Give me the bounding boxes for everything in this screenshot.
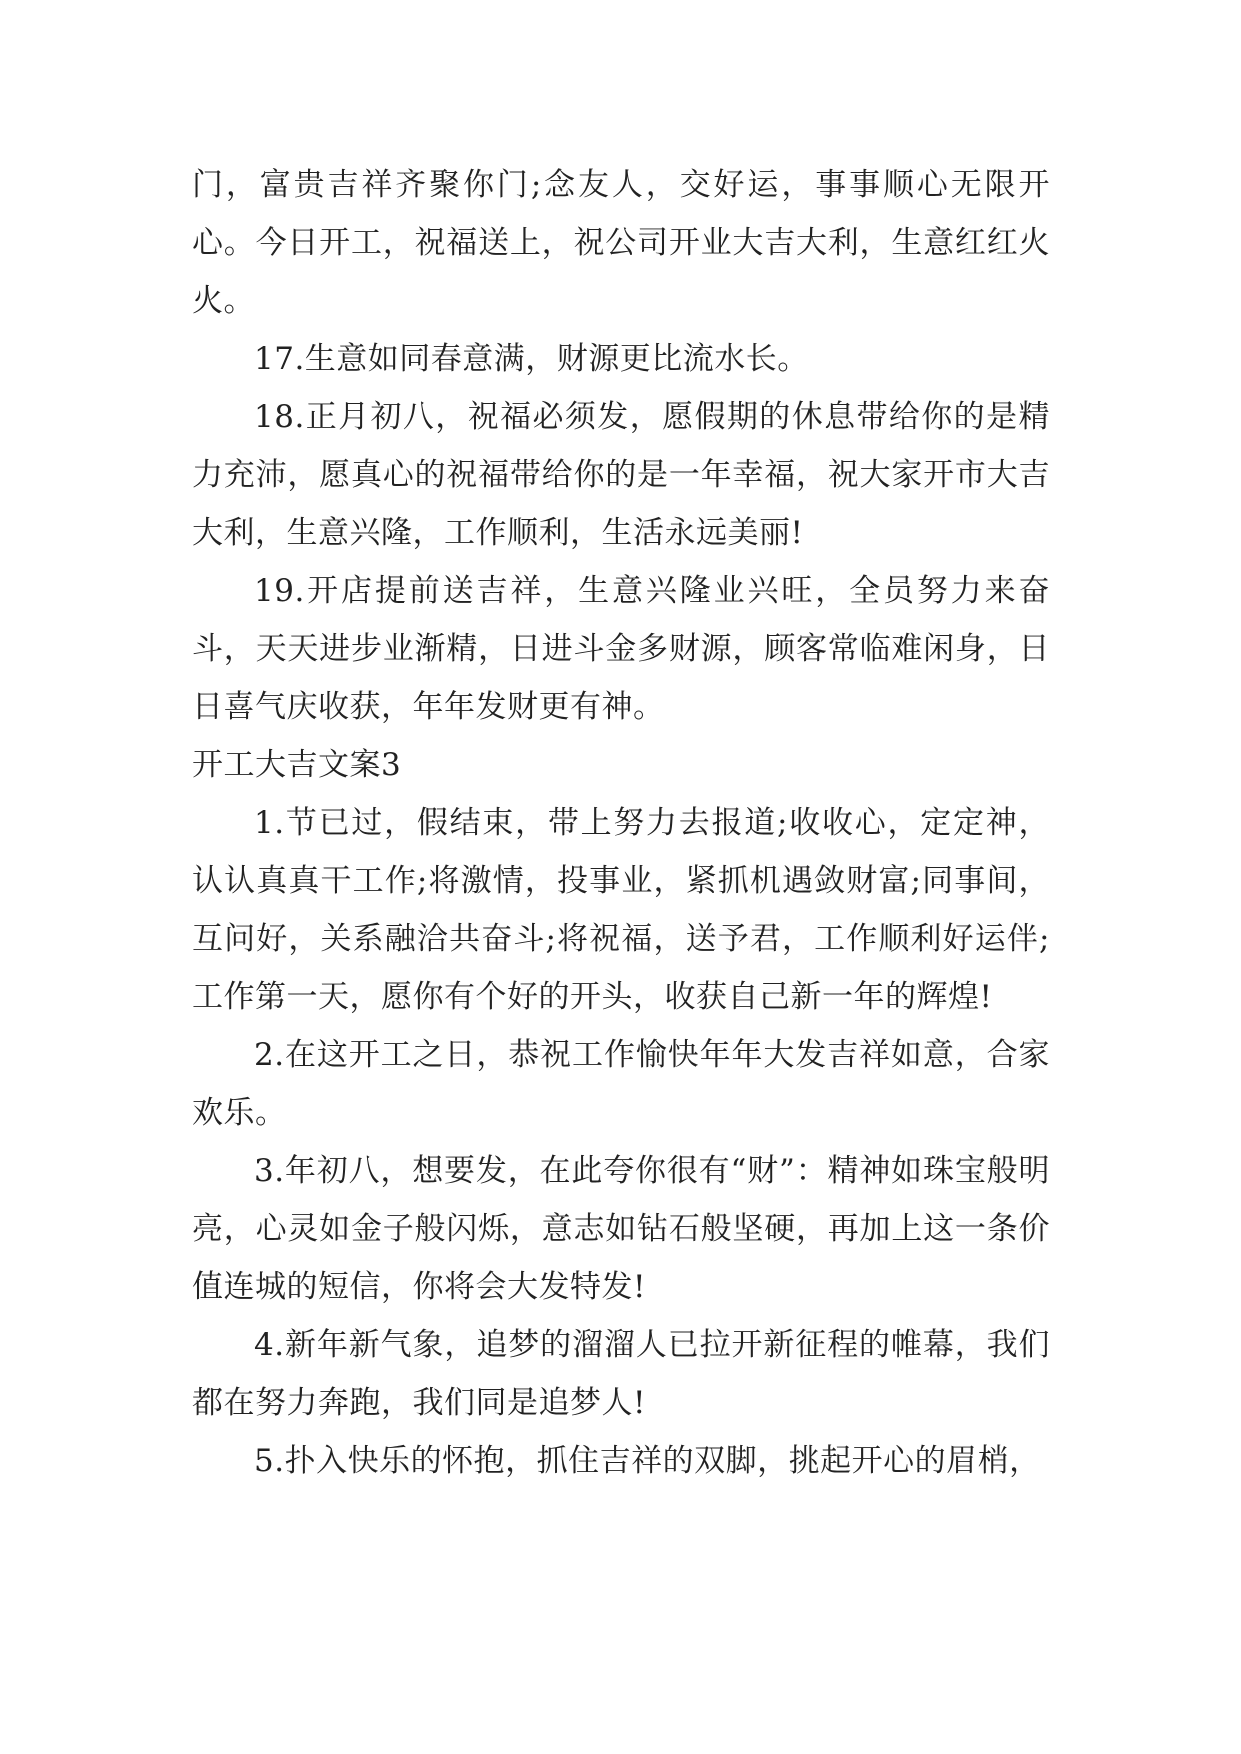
list-item: 17.生意如同春意满，财源更比流水长。 bbox=[254, 341, 809, 377]
list-item: 5.扑入快乐的怀抱，抓住吉祥的双脚，挑起开心的眉梢， bbox=[254, 1443, 1041, 1479]
document-body bbox=[192, 156, 1050, 1490]
section-heading: 开工大吉文案3 bbox=[192, 747, 402, 783]
list-item: 3.年初八，想要发，在此夸你很有“财”：精神如珠宝般明亮，心灵如金子般闪烁，意志如钻石般坚硬，再加上这一条价值连城的短信，你将会大发特发! bbox=[192, 1153, 1050, 1305]
list-item: 18.正月初八，祝福必须发，愿假期的休息带给你的是精力充沛，愿真心的祝福带给你的是一年幸福，祝大家开市大吉大利，生意兴隆，工作顺利，生活永远美丽! bbox=[192, 399, 1050, 551]
list-item: 1.节已过，假结束，带上努力去报道;收收心，定定神，认认真真干工作;将激情，投事业，紧抓机遇敛财富;同事间，互问好，关系融洽共奋斗;将祝福，送予君，工作顺利好运伴;工作第一天，愿你有个好的开头，收获自己新一年的辉煌! bbox=[192, 805, 1050, 1015]
list-item: 4.新年新气象，追梦的溜溜人已拉开新征程的帷幕，我们都在努力奔跑，我们同是追梦人! bbox=[192, 1327, 1050, 1421]
list-item: 19.开店提前送吉祥，生意兴隆业兴旺，全员努力来奋斗，天天进步业渐精，日进斗金多财源，顾客常临难闲身，日日喜气庆收获，年年发财更有神。 bbox=[192, 573, 1050, 725]
continued-paragraph: 门，富贵吉祥齐聚你门;念友人，交好运，事事顺心无限开心。今日开工，祝福送上，祝公司开业大吉大利，生意红红火火。 bbox=[192, 167, 1050, 319]
list-item: 2.在这开工之日，恭祝工作愉快年年大发吉祥如意，合家欢乐。 bbox=[192, 1037, 1050, 1131]
